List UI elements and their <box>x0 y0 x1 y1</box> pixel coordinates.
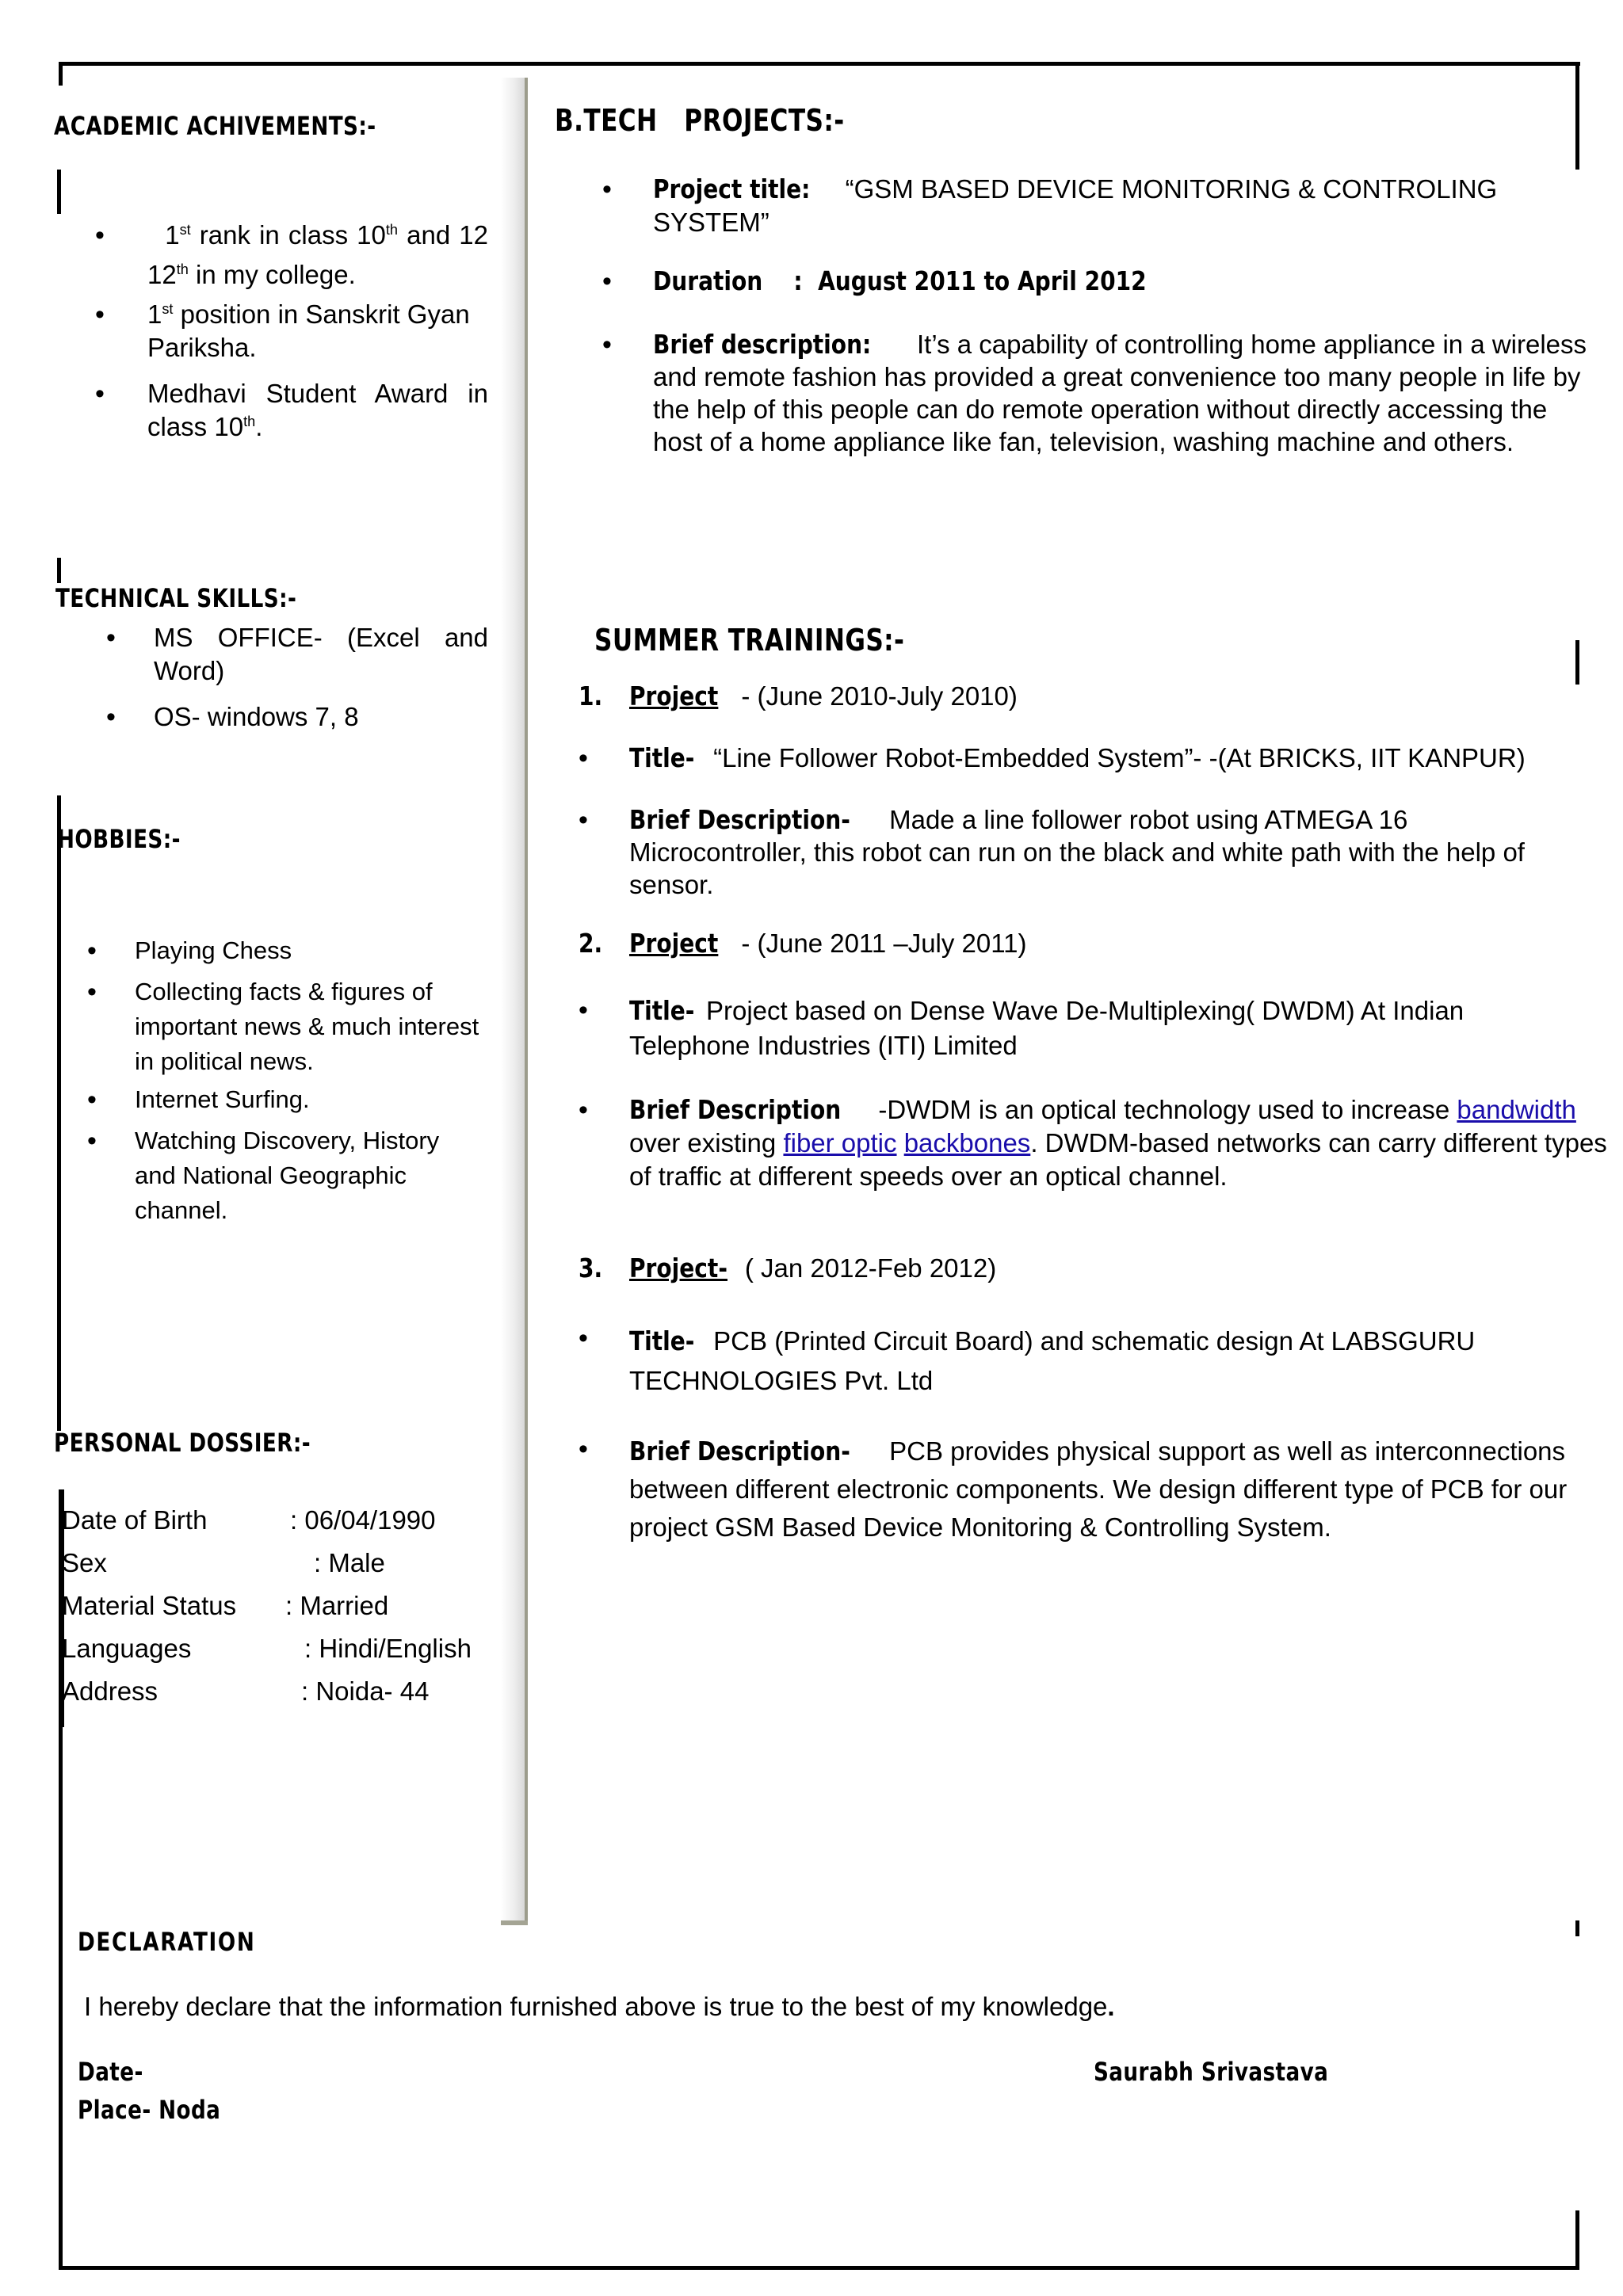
backbones-link[interactable]: backbones <box>903 1128 1031 1158</box>
project-label: Project <box>629 928 719 959</box>
title-label: Title- <box>629 1325 695 1356</box>
list-item <box>87 1123 483 1228</box>
date-label: Date- <box>78 2057 143 2087</box>
training-1-header <box>579 680 1018 713</box>
list-item-cont: 12th in my college. <box>147 260 356 289</box>
list-item <box>106 621 488 688</box>
text: MS OFFICE- (Excel and Word) <box>154 623 488 685</box>
description-text: -DWDM is an optical technology used to increase <box>878 1095 1457 1124</box>
btech-heading: B.TECH PROJECTS:- <box>555 103 845 138</box>
text: Medhavi Student Award in class 10 <box>147 379 488 441</box>
bandwidth-link[interactable]: bandwidth <box>1457 1095 1576 1124</box>
bullet-icon: • <box>87 1126 97 1156</box>
frame-right-tick <box>1575 640 1579 685</box>
list-item <box>602 328 1593 458</box>
project-dates: ( Jan 2012-Feb 2012) <box>744 1253 997 1283</box>
row-label: Languages <box>62 1634 192 1663</box>
place-label: Place- Noda <box>78 2095 221 2125</box>
list-item <box>579 742 1585 775</box>
text: Collecting facts & figures of important news & much interest in political news. <box>135 978 479 1075</box>
sup: st <box>162 301 174 317</box>
list-item <box>95 219 488 252</box>
hobbies-heading: HOBBIES:- <box>57 824 181 854</box>
column-divider-foot <box>501 1920 528 1925</box>
title-label: Title- <box>629 995 695 1026</box>
row-value: : Male <box>314 1548 385 1577</box>
description-text: . DWDM-based networks can carry different types of traffic at different speeds over an optical channel. <box>629 1128 1607 1191</box>
title-value: Project based on Dense Wave De-Multiplexing( DWDM) At Indian Telephone Industries (ITI) Limited <box>629 996 1465 1060</box>
project-title-value: “GSM BASED DEVICE MONITORING & CONTROLING SYSTEM” <box>653 174 1498 237</box>
bullet-icon: • <box>87 977 97 1007</box>
description-label: Brief Description <box>629 1094 842 1125</box>
bullet-icon: • <box>579 1434 588 1464</box>
list-item <box>95 377 488 444</box>
bullet-icon: • <box>579 743 588 773</box>
frame-left-tick-2 <box>57 558 61 583</box>
technical-heading: TECHNICAL SKILLS:- <box>55 583 297 613</box>
bullet-icon: • <box>87 936 97 966</box>
row-label: Material Status <box>62 1591 237 1620</box>
row-value: : 06/04/1990 <box>290 1505 436 1535</box>
text: 1 <box>165 220 180 250</box>
list-item <box>602 173 1593 239</box>
frame-bottom-line <box>59 2266 1579 2270</box>
text: position in Sanskrit Gyan Pariksha. <box>147 299 470 362</box>
sup: th <box>176 261 189 277</box>
description-text <box>897 1128 904 1158</box>
list-number: 3. <box>579 1253 603 1283</box>
text: Playing Chess <box>135 936 292 964</box>
list-item <box>95 298 488 364</box>
list-item <box>579 803 1585 901</box>
column-divider <box>501 78 528 1924</box>
description-text: over existing <box>629 1128 784 1158</box>
frame-right-tick-2 <box>1575 1920 1579 1936</box>
text: 1 <box>147 299 162 329</box>
description-label: Brief Description- <box>629 1436 850 1466</box>
declaration-heading: DECLARATION <box>78 1927 256 1957</box>
sup: th <box>385 222 399 238</box>
text: and 12 <box>398 220 489 250</box>
list-item <box>579 994 1585 1063</box>
duration-label: Duration : August 2011 to April 2012 <box>653 265 1147 296</box>
fiber-optic-link[interactable]: fiber optic <box>783 1128 897 1158</box>
title-value: PCB (Printed Circuit Board) and schematic design At LABSGURU TECHNOLOGIES Pvt. Ltd <box>629 1326 1476 1395</box>
sup: st <box>179 222 191 238</box>
declaration-sentence: I hereby declare that the information furnished above is true to the best of my knowledge <box>84 1992 1108 2021</box>
bullet-icon: • <box>602 330 612 360</box>
text: in my college. <box>188 260 356 289</box>
project-label: Project <box>629 681 719 711</box>
text: Internet Surfing. <box>135 1085 310 1113</box>
description-value: Made a line follower robot using ATMEGA 16 Microcontroller, this robot can run on the black and white path with the help of sensor. <box>629 805 1525 899</box>
declaration-text <box>84 1990 1115 2023</box>
bullet-icon: • <box>602 174 612 204</box>
personal-heading: PERSONAL DOSSIER:- <box>54 1428 311 1458</box>
bullet-icon: • <box>106 623 116 653</box>
list-item <box>87 933 483 968</box>
list-item <box>87 1082 483 1117</box>
project-label: Project- <box>629 1253 727 1283</box>
training-2-header <box>579 927 1027 960</box>
bullet-icon: • <box>579 1095 588 1125</box>
frame-left-tick-1 <box>57 170 61 214</box>
frame-right-line-bottom <box>1575 2210 1579 2269</box>
bullet-icon: • <box>579 805 588 835</box>
bullet-icon: • <box>579 1323 588 1353</box>
bullet-icon: • <box>95 220 105 250</box>
list-item <box>602 265 1593 298</box>
list-number: 1. <box>579 681 603 711</box>
title-value: “Line Follower Robot-Embedded System”- -(At BRICKS, IIT KANPUR) <box>706 743 1526 772</box>
frame-right-line-top <box>1575 62 1579 170</box>
frame-top-line <box>59 62 1580 66</box>
declaration-period: . <box>1107 1992 1115 2021</box>
list-item <box>579 1093 1607 1193</box>
bullet-icon: • <box>95 379 105 409</box>
summer-heading: SUMMER TRAININGS:- <box>594 623 905 658</box>
training-3-header <box>579 1252 997 1285</box>
bullet-icon: • <box>106 702 116 732</box>
description-value: PCB provides physical support as well as interconnections between different electronic components. We design different type of PCB for our project GSM Based Device Monitoring & Controlling System. <box>629 1436 1568 1542</box>
row-value: : Noida- 44 <box>301 1676 430 1706</box>
signature-name: Saurabh Srivastava <box>1094 2057 1329 2087</box>
row-label: Date of Birth <box>62 1505 208 1535</box>
bullet-icon: • <box>95 299 105 330</box>
title-label: Title- <box>629 742 695 773</box>
row-value: : Married <box>285 1591 389 1620</box>
project-title-label: Project title: <box>653 174 811 204</box>
text: OS- windows 7, 8 <box>154 702 359 731</box>
project-dates: - (June 2010-July 2010) <box>734 681 1018 711</box>
personal-table <box>62 1489 490 1727</box>
row-label: Sex <box>62 1548 107 1577</box>
list-item <box>87 974 483 1079</box>
bullet-icon: • <box>602 266 612 296</box>
bullet-icon: • <box>579 995 588 1025</box>
text: rank in class 10 <box>190 220 386 250</box>
sup: th <box>243 414 256 429</box>
list-item <box>579 1322 1585 1401</box>
bullet-icon: • <box>87 1085 97 1115</box>
project-dates: - (June 2011 –July 2011) <box>734 929 1027 958</box>
row-label: Address <box>62 1676 158 1706</box>
frame-left-line-mid <box>57 795 61 1431</box>
row-value: : Hindi/English <box>304 1634 472 1663</box>
description-label: Brief description: <box>653 329 872 360</box>
list-item <box>106 700 488 734</box>
text: Watching Discovery, History and National Geographic channel. <box>135 1127 440 1224</box>
description-label: Brief Description- <box>629 804 850 835</box>
list-number: 2. <box>579 928 603 959</box>
list-item <box>579 1432 1585 1547</box>
text: . <box>255 412 263 441</box>
frame-left-line-top <box>59 62 63 86</box>
description-value: It’s a capability of controlling home appliance in a wireless and remote fashion has provided a great convenience too many people in life by the help of this people can do remote operation without directly accessing the host of a home appliance like fan, television, washing machine and others. <box>653 330 1587 456</box>
academic-heading: ACADEMIC ACHIVEMENTS:- <box>54 111 376 141</box>
